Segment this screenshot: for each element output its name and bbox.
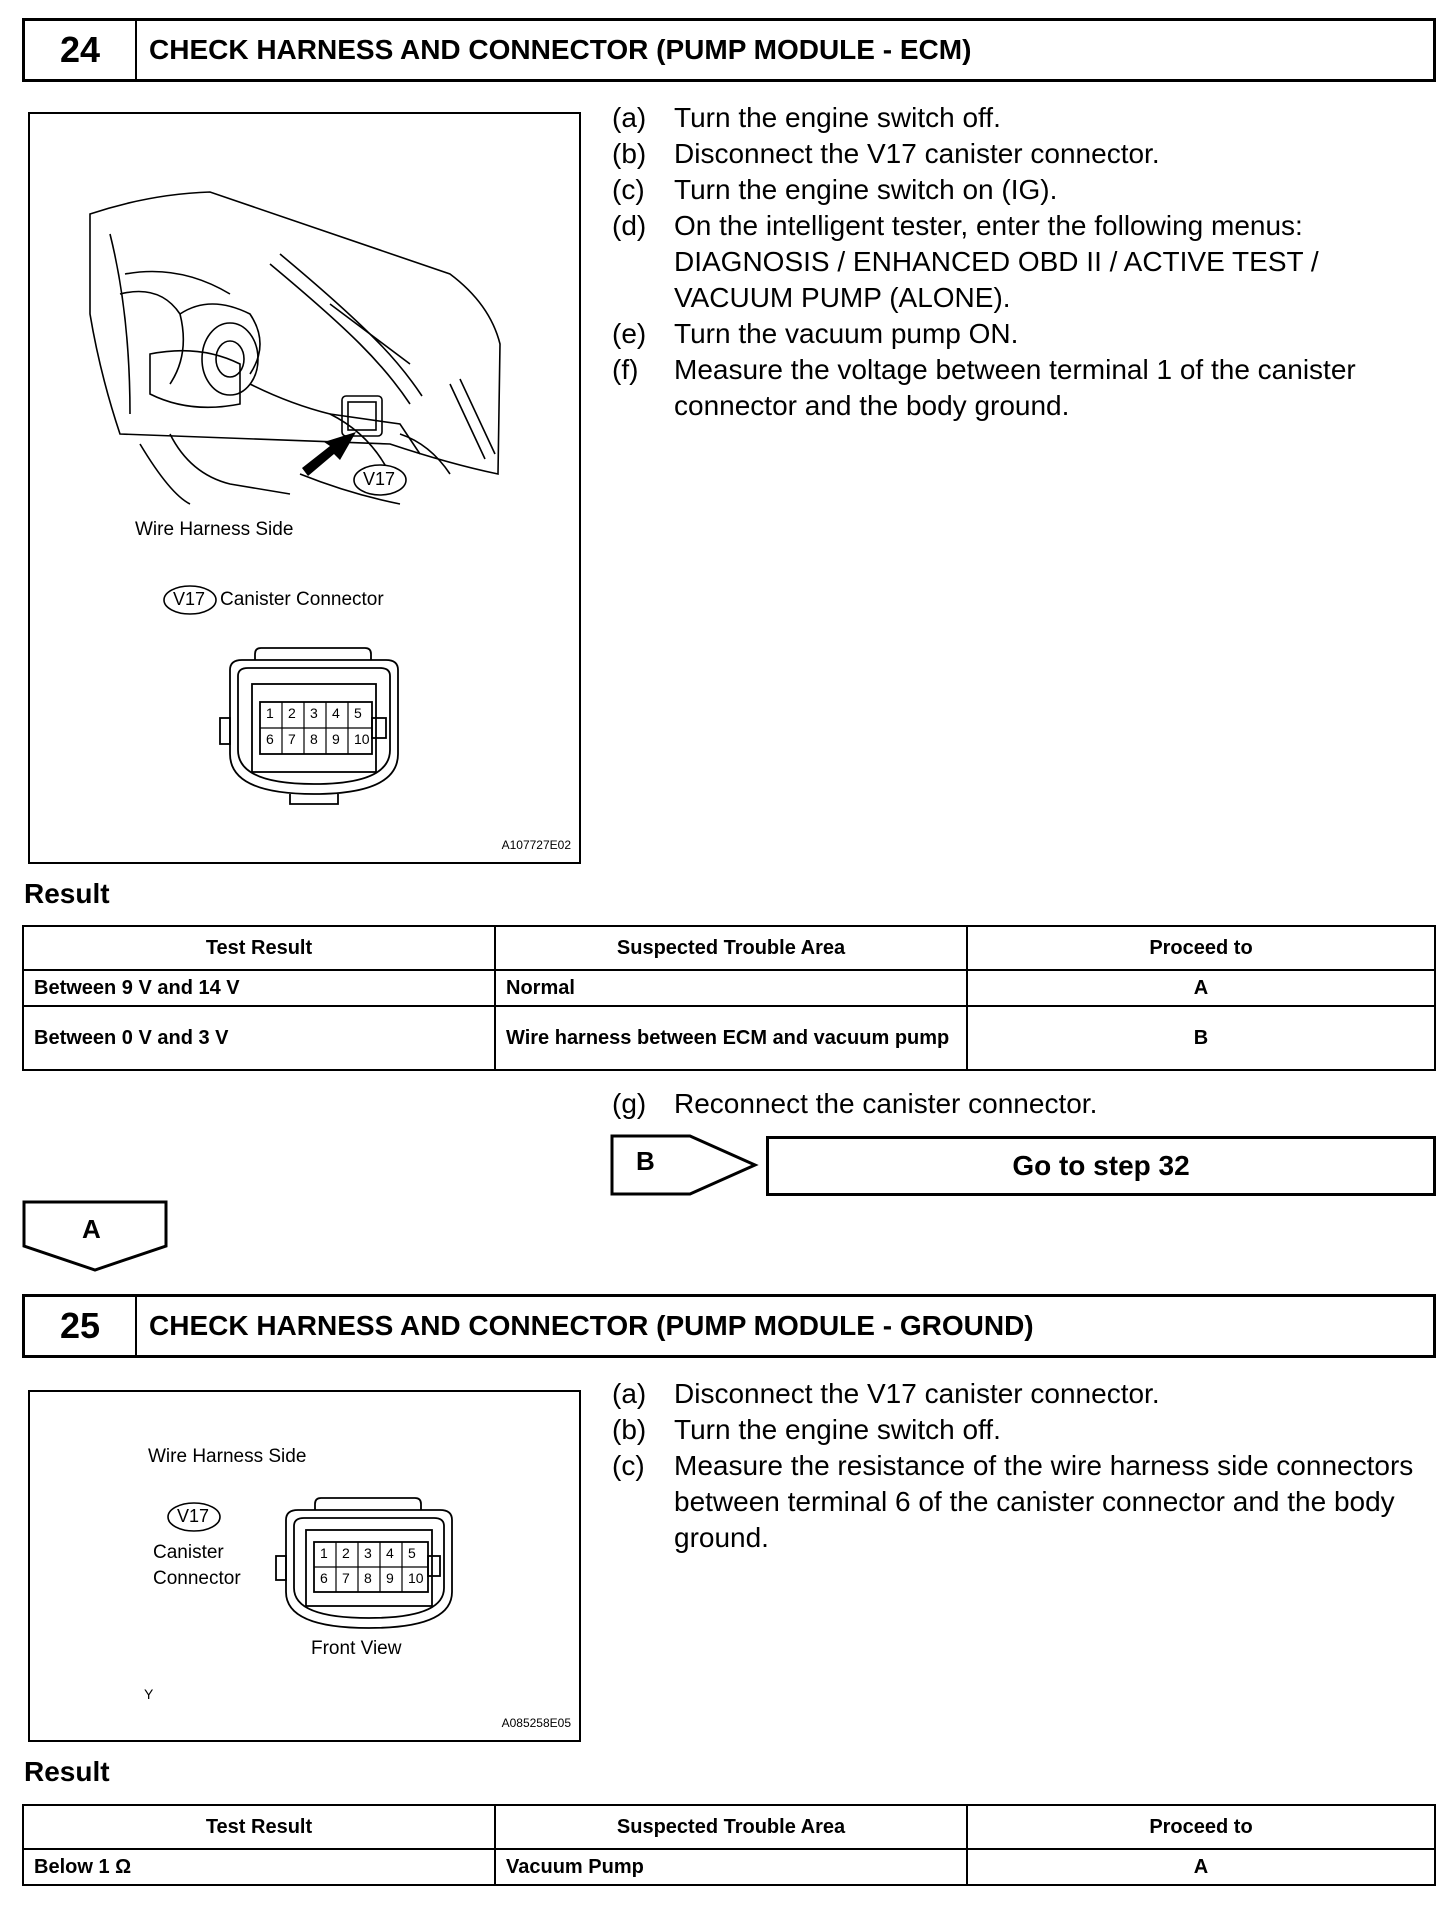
pin: 5 bbox=[408, 1545, 416, 1561]
table-cell: Wire harness between ECM and vacuum pump bbox=[495, 1006, 967, 1070]
pin: 9 bbox=[332, 731, 340, 747]
figure-code: A085258E05 bbox=[501, 1716, 571, 1730]
pin: 8 bbox=[364, 1570, 372, 1586]
table-cell: Normal bbox=[495, 970, 967, 1006]
step-24-instructions bbox=[612, 100, 1432, 424]
pin: 6 bbox=[266, 731, 274, 747]
pin: 7 bbox=[342, 1570, 350, 1586]
instruction-item: (b) Disconnect the V17 canister connector. bbox=[612, 138, 1160, 169]
table-cell: A bbox=[967, 970, 1435, 1006]
step-25-instructions bbox=[612, 1376, 1432, 1556]
pin: 10 bbox=[408, 1570, 424, 1586]
result-table-25 bbox=[22, 1804, 1436, 1886]
table-row bbox=[23, 970, 1435, 1006]
front-view-label: Front View bbox=[311, 1638, 402, 1659]
instruction-item: (g) Reconnect the canister connector. bbox=[612, 1088, 1098, 1119]
result-heading: Result bbox=[24, 1756, 110, 1787]
wire-side-label: Wire Harness Side bbox=[135, 519, 294, 540]
pin-row-top bbox=[320, 1545, 430, 1561]
branch-b-arrow bbox=[610, 1134, 760, 1196]
table-row bbox=[23, 1849, 1435, 1885]
pin: 2 bbox=[342, 1545, 350, 1561]
connector-badge: V17 bbox=[173, 589, 206, 609]
table-cell: A bbox=[967, 1849, 1435, 1885]
pin-row-top bbox=[266, 705, 376, 721]
pin: 3 bbox=[310, 705, 318, 721]
table-cell: Below 1 Ω bbox=[23, 1849, 495, 1885]
branch-b-label: B bbox=[636, 1146, 655, 1176]
pin: 1 bbox=[266, 705, 274, 721]
instruction-item: (a) Turn the engine switch off. bbox=[612, 102, 1001, 133]
goto-step-32-link[interactable]: Go to step 32 bbox=[766, 1136, 1436, 1196]
table-cell: Between 9 V and 14 V bbox=[23, 970, 495, 1006]
table-header: Test Result bbox=[23, 1805, 495, 1849]
pin: 4 bbox=[386, 1545, 394, 1561]
pin: 2 bbox=[288, 705, 296, 721]
step-title: CHECK HARNESS AND CONNECTOR (PUMP MODULE - GROUND) bbox=[149, 1310, 1034, 1341]
figure-code: A107727E02 bbox=[501, 838, 571, 852]
figure-canister-connector-location bbox=[28, 112, 581, 864]
instruction-item: (b) Turn the engine switch off. bbox=[612, 1414, 1001, 1445]
branch-a-label: A bbox=[82, 1214, 101, 1244]
table-header-row bbox=[23, 1805, 1435, 1849]
pin: 8 bbox=[310, 731, 318, 747]
pin: 9 bbox=[386, 1570, 394, 1586]
table-header: Proceed to bbox=[967, 926, 1435, 970]
instruction-item: (f) Measure the voltage between terminal 1 of the canister connector and the body ground. bbox=[612, 354, 1356, 421]
connector-badge: V17 bbox=[177, 1506, 210, 1526]
table-cell: Between 0 V and 3 V bbox=[23, 1006, 495, 1070]
wire-side-label: Wire Harness Side bbox=[148, 1446, 307, 1467]
pin-row-bottom bbox=[320, 1570, 440, 1586]
arrow-badge: V17 bbox=[363, 469, 396, 489]
table-cell: B bbox=[967, 1006, 1435, 1070]
table-header: Test Result bbox=[23, 926, 495, 970]
pin: 5 bbox=[354, 705, 362, 721]
table-header: Suspected Trouble Area bbox=[495, 1805, 967, 1849]
connector-label: Canister Connector bbox=[220, 589, 384, 610]
step-number: 25 bbox=[25, 1297, 137, 1355]
step-title: CHECK HARNESS AND CONNECTOR (PUMP MODULE - ECM) bbox=[149, 34, 972, 65]
table-cell: Vacuum Pump bbox=[495, 1849, 967, 1885]
connector-label: Canister bbox=[153, 1542, 224, 1563]
step-25-header bbox=[22, 1294, 1436, 1358]
result-table-24 bbox=[22, 925, 1436, 1071]
step-number: 24 bbox=[25, 21, 137, 79]
pin: 6 bbox=[320, 1570, 328, 1586]
table-header: Suspected Trouble Area bbox=[495, 926, 967, 970]
figure-canister-connector-front bbox=[28, 1390, 581, 1742]
instruction-item: (d) On the intelligent tester, enter the following menus: DIAGNOSIS / ENHANCED OBD II / ACTIVE TEST / VACUUM PUMP (ALONE). bbox=[612, 210, 1319, 313]
pin: 3 bbox=[364, 1545, 372, 1561]
instruction-item: (c) Turn the engine switch on (IG). bbox=[612, 174, 1058, 205]
result-heading: Result bbox=[24, 878, 110, 909]
instruction-item: (e) Turn the vacuum pump ON. bbox=[612, 318, 1019, 349]
y-mark: Y bbox=[144, 1686, 154, 1702]
table-header-row bbox=[23, 926, 1435, 970]
instruction-item: (a) Disconnect the V17 canister connector. bbox=[612, 1378, 1160, 1409]
table-header: Proceed to bbox=[967, 1805, 1435, 1849]
pin: 1 bbox=[320, 1545, 328, 1561]
connector-label: Connector bbox=[153, 1568, 241, 1589]
connector-illustration bbox=[30, 1392, 579, 1740]
engine-illustration bbox=[30, 114, 579, 862]
pin: 4 bbox=[332, 705, 340, 721]
pin: 7 bbox=[288, 731, 296, 747]
pin-row-bottom bbox=[266, 731, 386, 747]
pin: 10 bbox=[354, 731, 370, 747]
table-row bbox=[23, 1006, 1435, 1070]
step-24-after bbox=[612, 1086, 1432, 1122]
instruction-item: (c) Measure the resistance of the wire harness side connectors between terminal 6 of the canister connector and the body ground. bbox=[612, 1450, 1414, 1553]
step-24-header bbox=[22, 18, 1436, 82]
